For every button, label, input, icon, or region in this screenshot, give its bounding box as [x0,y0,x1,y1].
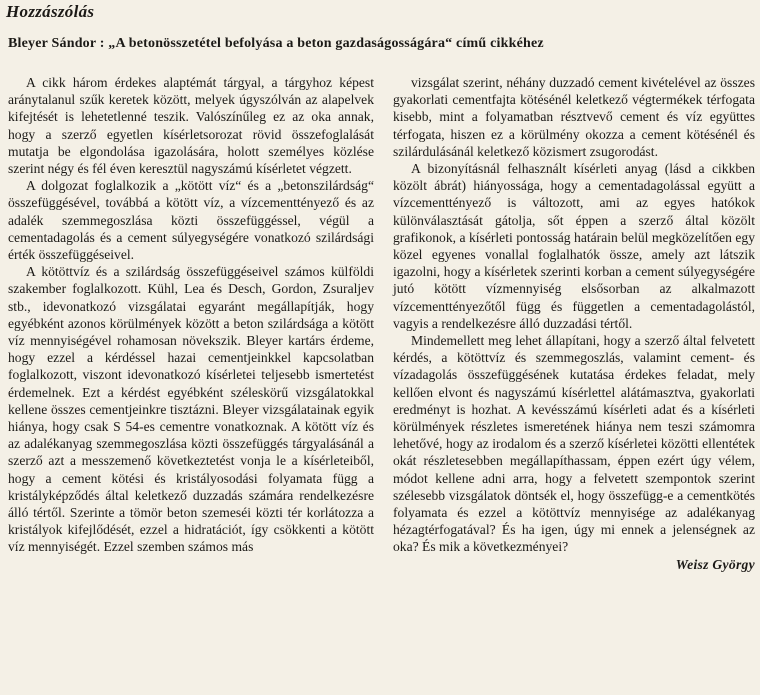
article-subtitle: Bleyer Sándor : „A betonösszetétel befolyása a beton gazdaságosságára“ című cikkéhez [8,36,544,51]
left-column [8,74,374,556]
right-column [393,74,755,573]
paragraph: Mindemellett meg lehet állapítani, hogy a szerző által felvetett kérdés, a kötöttvíz és szemmegoszlás, valamint cement- és vízadagolás összefüggésének kutatása érdekes feladat, mely kellően elvont és nagyszámú kísérlettel alátámasztva, gyakorlati eredményt is hozhat. A kevésszámú kísérleti adat és a kísérleti körülmények részletes ismeretének hiánya nem teszi számomra lehetővé, hogy az irodalom és a szerző kísérletei közötti ellentétek okát részletesebben megállapíthassam, éppen ezért úgy vélem, módot kellene adni arra, hogy a felvetett szempontok szerint szélesebb vizsgálatok döntsék el, hogy összefügg-e a cementkötés folyamata és ezzel a kötöttvíz mennyisége az adalékanyag hézagtérfogatával? És ha igen, úgy mi ennek a jelenségnek az oka? És mik a következményei? [393,333,755,555]
section-title: Hozzászólás [6,2,95,21]
paragraph: A kötöttvíz és a szilárdság összefüggéseivel számos külföldi szakember foglalkozott. Kühl, Lea és Desch, Gordon, Zsuraljev stb., idevonatkozó vizsgálatai egyaránt megállapítják, hogy egyébként azonos körülmények között a beton szilárdsága a kötött víz mennyiségével rohamosan növekszik. Bleyer kartárs érdeme, hogy ezzel a kérdéssel hazai cementjeinkkel kapcsolatban foglalkozott, viszont idevonatkozó kísérletei teljesebb ismertetést érdemelnek. Ezt a kérdést egyébként széleskörű vizsgálatokkal kellene összes cementjeinkre tisztázni. Bleyer vizsgálatainak egyik hiánya, hogy csak S 54-es cementre vonatkoznak. A kötött víz és az adalékanyag szemmegoszlása közti összefüggés tárgyalásánál a szerző azt a messzemenő következtetést vonja le a kísérleteiből, hogy a cement kötési és kristályosodási folyamata függ a kristályképződés által keletkező duzzadás számára rendelkezésre álló tértől. Szerinte a tömör beton szemeséi közti tér korlátozza a kristályok kifejlődését, ezzel a hidratációt, így csökkenti a kötött víz mennyiségét. Ezzel szemben számos más [8,264,374,555]
paragraph: A cikk három érdekes alaptémát tárgyal, a tárgyhoz képest aránytalanul szűk keretek között, melyek úgyszólván az alapelvek kifejtését is lehetetlenné teszik. Valószínűleg ez az oka annak, hogy a szerző egyetlen kísérletsorozat rövid összefoglalását mutatja be elgondolása igazolására, holott személyes közlése szerint négy és fél éven keresztül nagyszámú kísérletet végzett. [8,75,374,177]
paragraph: A bizonyításnál felhasznált kísérleti anyag (lásd a cikkben közölt ábrát) hiányossága, hogy a cementadagolással együtt a vízcementtényező is változott, ami az egyes hatókok különválasztását gátolja, sőt éppen a szerző által közölt grafikonok, a kísérleti pontosság határain belül megközelítően egy közel egyenes vonallal foglalhatók össze, amely azt látszik igazolni, hogy a kísérletek szerinti korban a cement súlyegységére jutó kötött vízmennyiség elsősorban az alkalmazott vízcementtényezőtől függ és független a cementadagolástól, vagyis a rendelkezésre álló duzzadási tértől. [393,161,755,331]
paragraph: A dolgozat foglalkozik a „kötött víz“ és a „betonszilárdság“ összefüggésével, továbbá a kötött víz, a vízcementtényező és az adalék szemmegoszlása közti összefüggéssel, végül a cementadagolás és a cement súlyegységére vonatkozó szilárdsági érték összefüggéseivel. [8,178,374,263]
author-signature: Weisz György [675,556,755,572]
paragraph: vizsgálat szerint, néhány duzzadó cement kivételével az összes gyakorlati cementfajta kötésénél keletkező végtermékek térfogata kisebb, mint a folyamatban résztvevő cement és víz együttes térfogata, hiszen ez a körülmény okozza a cement kötésénél és szilárdulásánál keletkező közismert zsugorodást. [393,75,755,159]
